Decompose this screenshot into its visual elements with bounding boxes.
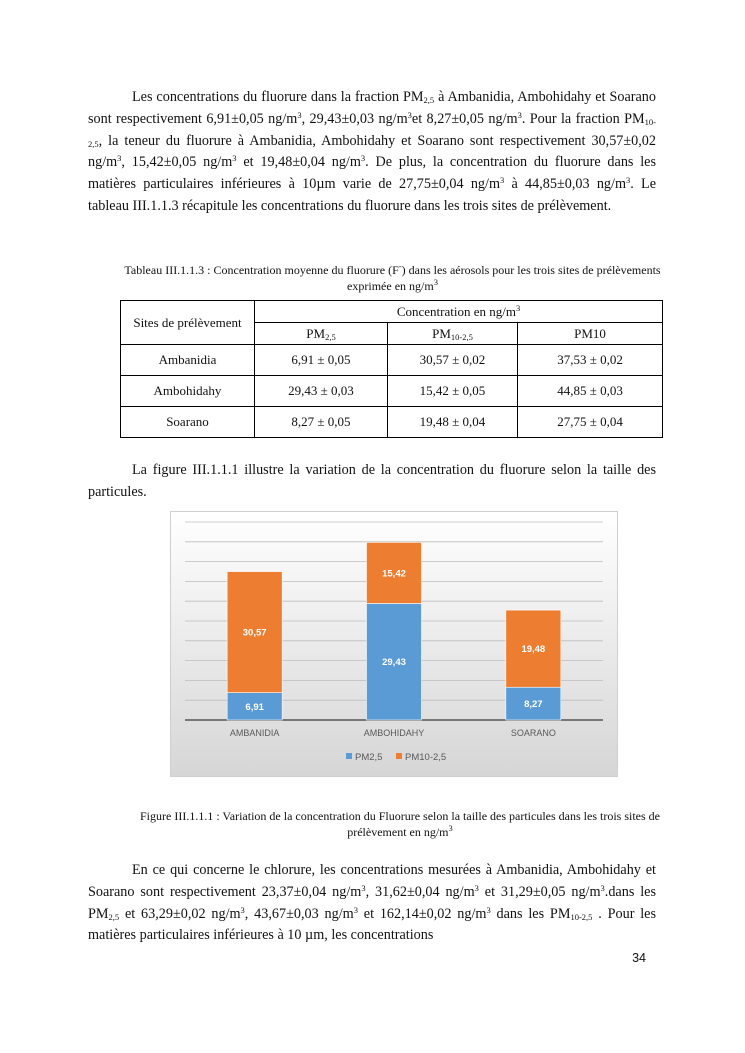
data-label: 8,27: [524, 699, 543, 711]
table-row: [121, 376, 663, 407]
header-pm10-25: $PM_{10-2,5}$: [388, 323, 518, 345]
concentration-table: [120, 300, 663, 438]
cell-pm25: 6,91 ± 0,05: [255, 345, 388, 376]
table-row: [121, 345, 663, 376]
header-concentration: Concentration en $ng/m^3$: [255, 301, 663, 323]
category-label: AMBANIDIA: [229, 728, 280, 738]
data-label: 15,42: [382, 568, 406, 580]
chart-canvas: [171, 512, 617, 776]
table-row: [121, 407, 663, 438]
category-label: AMBOHIDAHY: [363, 728, 425, 738]
header-pm10: PM10: [518, 323, 663, 345]
header-pm25: $PM_{2,5}$: [255, 323, 388, 345]
paragraph-figure-intro: La figure III.1.1.1 illustre la variation de la concentration du fluorure selon la taille des particules.: [88, 462, 656, 500]
category-label: SOARANO: [510, 728, 556, 738]
legend-swatch: [396, 753, 402, 759]
cell-pm25: 8,27 ± 0,05: [255, 407, 388, 438]
cell-pm10: 37,53 ± 0,02: [518, 345, 663, 376]
stacked-bar-chart: [170, 511, 618, 777]
cell-pm25: 29,43 ± 0,03: [255, 376, 388, 407]
cell-pm10-25: 15,42 ± 0,05: [388, 376, 518, 407]
paragraph-chlorure: En ce qui concerne le chlorure, les concentrations mesurées à Ambanidia, Ambohidahy et Soarano sont respectivement 23,37±0,04 $ng/m^3$, 31,62±0,04 $ng/m^3$ et 31,29±0,05 $ng/m^3.dans$ les $PM_{2,5}$ et 63,29±0,02 $ng/m^3$, 43,67±0,03 $ng/m^3$ et 162,14±0,02 $ng/m^3$ dans les $PM_{10-2,5}$ . Pour les matières particulaires inférieures à 10 µm, les concentrations: [88, 862, 656, 944]
cell-pm10-25: 30,57 ± 0,02: [388, 345, 518, 376]
cell-pm10: 27,75 ± 0,04: [518, 407, 663, 438]
legend-label: PM10-2,5: [405, 752, 447, 763]
table-header-row: [121, 301, 663, 323]
data-label: 19,48: [521, 644, 546, 656]
cell-site: Ambanidia: [121, 345, 255, 376]
table-caption: Tableau III.1.1.3 : Concentration moyenne du fluorure (F-) dans les aérosols pour les trois sites de prélèvements exprimée en $ng/m^3$: [124, 261, 661, 293]
paragraph-fluorure-intro: Les concentrations du fluorure dans la fraction $PM_{2,5}$ à Ambanidia, Ambohidahy et Soarano sont respectivement 6,91±0,05 $ng/m^3$, 29,43±0,03 $ng/m^3et$ 8,27±0,05 $ng/m^3$. Pour la fraction $PM_{10-2,5}$, la teneur du fluorure à Ambanidia, Ambohidahy et Soarano sont respectivement 30,57±0,02 $ng/m^3$, 15,42±0,05 $ng/m^3$ et 19,48±0,04 $ng/m^3$. De plus, la concentration du fluorure dans les matières particulaires inférieures à 10µm varie de 27,75±0,04 $ng/m^3$ à 44,85±0,03 $ng/m^3$. Le tableau III.1.1.3 récapitule les concentrations du fluorure dans les trois sites de prélèvement.: [88, 89, 657, 214]
cell-pm10: 44,85 ± 0,03: [518, 376, 663, 407]
legend-label: PM2,5: [355, 752, 383, 763]
header-sites: Sites de prélèvement: [121, 301, 255, 345]
data-label: 30,57: [242, 627, 267, 639]
data-label: 29,43: [382, 657, 406, 669]
legend-swatch: [346, 753, 352, 759]
cell-site: Ambohidahy: [121, 376, 255, 407]
data-label: 6,91: [245, 701, 264, 713]
cell-site: Soarano: [121, 407, 255, 438]
page-number: 34: [632, 951, 646, 965]
cell-pm10-25: 19,48 ± 0,04: [388, 407, 518, 438]
figure-caption: Figure III.1.1.1 : Variation de la concentration du Fluorure selon la taille des particules dans les trois sites de prélèvement en $ng/m^3$: [140, 809, 660, 839]
